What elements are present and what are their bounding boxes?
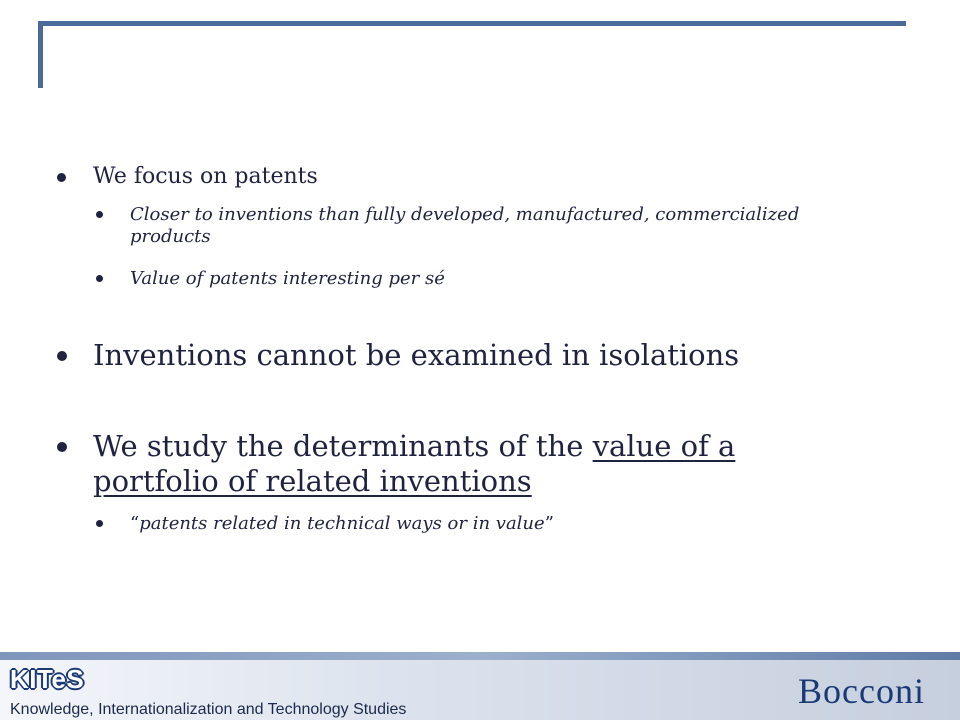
sub-bullet-dot-icon [96, 275, 103, 282]
bullet-text: Inventions cannot be examined in isolations [93, 338, 740, 372]
bocconi-logo: Bocconi [798, 671, 925, 711]
bullet-inventions-isolation [57, 338, 907, 373]
close-quote: ” [544, 513, 554, 534]
bullet-dot-icon [57, 442, 67, 452]
sub-bullet-text [130, 513, 554, 535]
sub-bullet-text: Value of patents interesting per sé [130, 268, 445, 289]
sub-bullet-closer-to-inventions [96, 204, 816, 248]
sub-bullet-dot-icon [96, 520, 103, 527]
footer-band [0, 652, 960, 660]
sub-bullet-value-of-patents [96, 268, 816, 290]
quote-text: patents related in technical ways or in value [139, 513, 545, 534]
bullet-text [93, 429, 793, 499]
bullet-text-underlined: value of a portfolio of related inventions [93, 429, 736, 498]
open-quote: “ [130, 513, 140, 534]
bullet-study-determinants [57, 429, 817, 499]
sub-bullet-patents-related [96, 513, 816, 535]
bullet-text: We focus on patents [93, 164, 318, 189]
frame-top-bar [38, 21, 906, 26]
bullet-focus-patents [57, 164, 877, 189]
frame-left-bar [38, 21, 43, 88]
footer-subtitle: Knowledge, Internationalization and Technology Studies [10, 701, 407, 718]
bullet-dot-icon [57, 173, 66, 182]
sub-bullet-text: Closer to inventions than fully developed, manufactured, commercialized products [130, 204, 800, 247]
sub-bullet-dot-icon [96, 211, 103, 218]
kites-logo: KITeS [10, 664, 85, 694]
bullet-dot-icon [57, 351, 67, 361]
bullet-text-plain: We study the determinants of the [93, 429, 593, 463]
